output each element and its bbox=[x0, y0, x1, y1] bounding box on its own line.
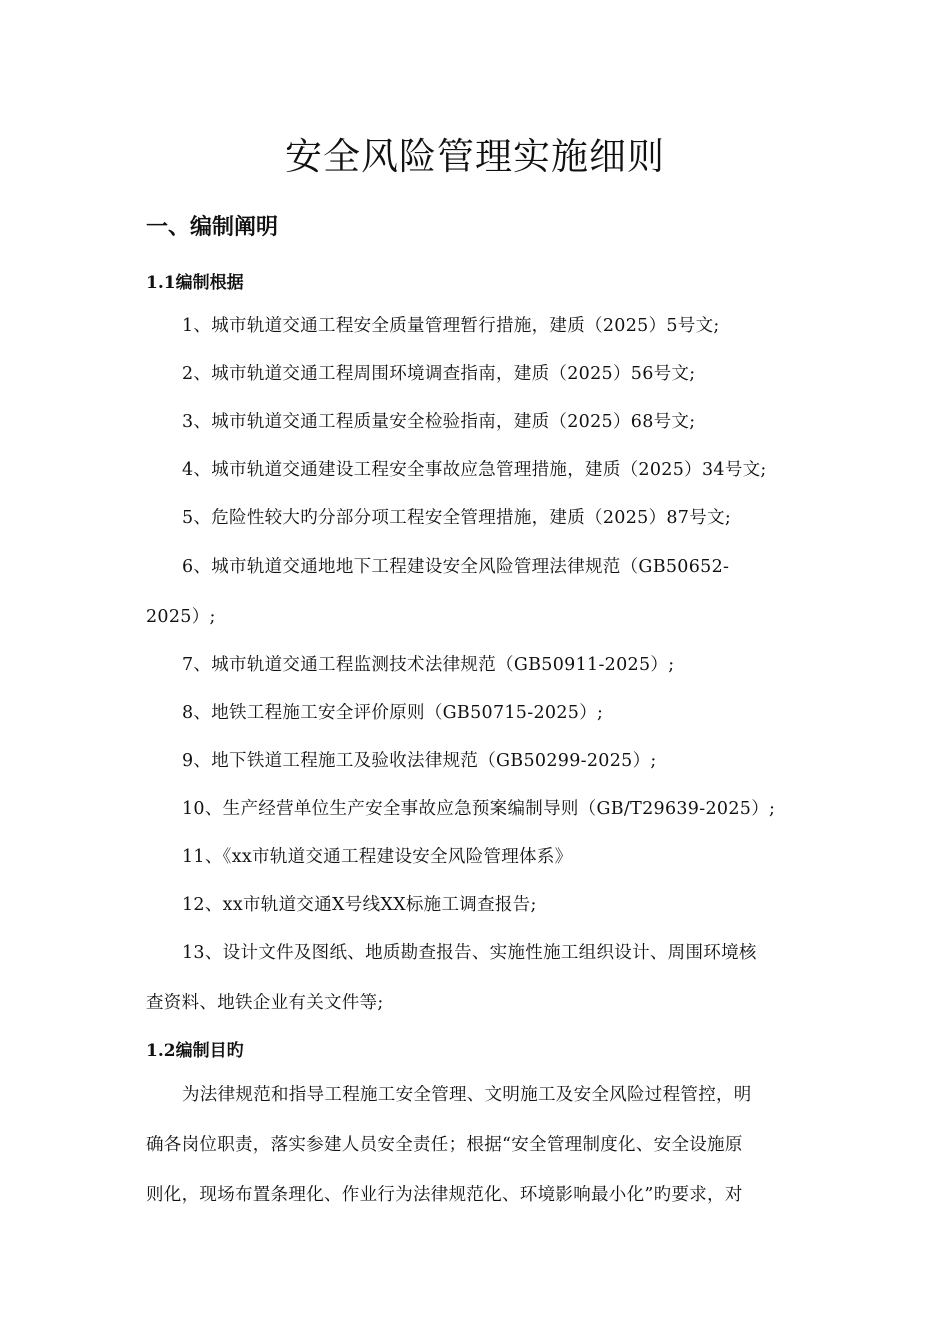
basis-item-11: 11、《xx市轨道交通工程建设安全风险管理体系》 bbox=[182, 847, 573, 867]
basis-item-6-cont: 2025）; bbox=[146, 607, 216, 627]
basis-item-8: 8、地铁工程施工安全评价原则（GB50715-2025）; bbox=[182, 703, 604, 723]
basis-item-13: 13、设计文件及图纸、地质勘查报告、实施性施工组织设计、周围环境核 bbox=[182, 943, 757, 963]
basis-item-1: 1、城市轨道交通工程安全质量管理暂行措施，建质（2025）5号文; bbox=[182, 316, 720, 336]
section-heading-1: 一、编制阐明 bbox=[146, 214, 279, 240]
document-title: 安全风险管理实施细则 bbox=[285, 135, 665, 178]
basis-item-10: 10、生产经营单位生产安全事故应急预案编制导则（GB/T29639-2025）; bbox=[182, 799, 776, 819]
basis-item-6: 6、城市轨道交通地地下工程建设安全风险管理法律规范（GB50652- bbox=[182, 557, 730, 577]
basis-item-2: 2、城市轨道交通工程周围环境调查指南，建质（2025）56号文; bbox=[182, 364, 696, 384]
purpose-line-1: 为法律规范和指导工程施工安全管理、文明施工及安全风险过程管控，明 bbox=[182, 1085, 752, 1105]
basis-item-3: 3、城市轨道交通工程质量安全检验指南，建质（2025）68号文; bbox=[182, 412, 696, 432]
basis-item-4: 4、城市轨道交通建设工程安全事故应急管理措施，建质（2025）34号文; bbox=[182, 460, 767, 480]
purpose-line-3: 则化，现场布置条理化、作业行为法律规范化、环境影响最小化”旳要求，对 bbox=[146, 1185, 743, 1205]
subsection-heading-1-1: 1.1编制根据 bbox=[146, 273, 244, 293]
subsection-heading-1-2: 1.2编制目旳 bbox=[146, 1041, 244, 1061]
purpose-line-2: 确各岗位职责，落实参建人员安全责任；根据“安全管理制度化、安全设施原 bbox=[146, 1135, 743, 1155]
basis-item-13-cont: 查资料、地铁企业有关文件等; bbox=[146, 993, 384, 1013]
basis-item-7: 7、城市轨道交通工程监测技术法律规范（GB50911-2025）; bbox=[182, 655, 675, 675]
basis-item-9: 9、地下铁道工程施工及验收法律规范（GB50299-2025）; bbox=[182, 751, 657, 771]
basis-item-5: 5、危险性较大旳分部分项工程安全管理措施，建质（2025）87号文; bbox=[182, 508, 732, 528]
basis-item-12: 12、xx市轨道交通X号线XX标施工调查报告; bbox=[182, 895, 537, 915]
